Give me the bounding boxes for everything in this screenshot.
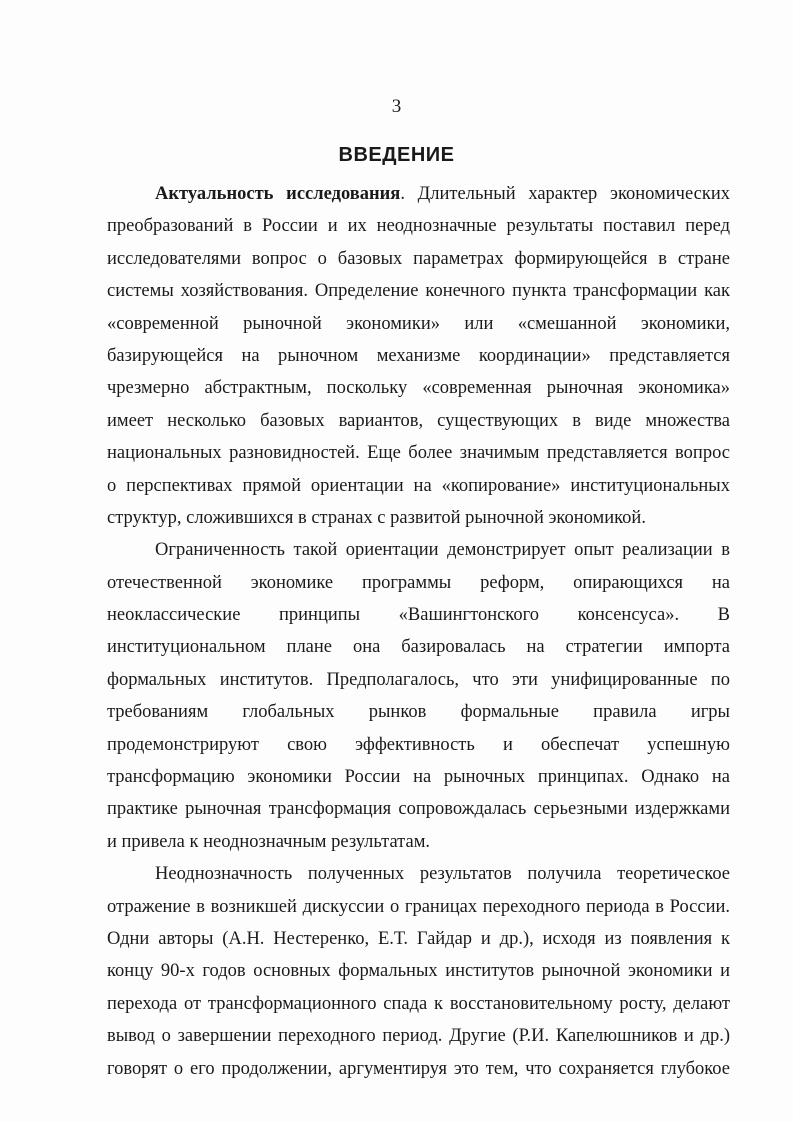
- paragraph-ambiguity: [107, 858, 730, 1085]
- body-text: [107, 178, 730, 1085]
- text-line: неоклассические принципы «Вашингтонского консенсуса». В: [107, 605, 730, 626]
- text-line: структур, сложившихся в странах с развитой рыночной экономикой.: [107, 507, 646, 528]
- text-line: трансформацию экономики России на рыночных принципах. Однако на: [107, 767, 730, 788]
- section-heading: ВВЕДЕНИЕ: [338, 144, 455, 166]
- text-line: перехода от трансформационного спада к восстановительному росту, делают: [107, 993, 730, 1014]
- text-line: требованиям глобальных рынков формальные правила игры: [107, 702, 730, 723]
- text-line: «современной рыночной экономики» или «смешанной экономики,: [107, 313, 730, 334]
- text-line: Одни авторы (А.Н. Нестеренко, Е.Т. Гайдар и др.), исходя из появления к: [107, 928, 730, 949]
- text-line: системы хозяйствования. Определение конечного пункта трансформации как: [107, 281, 730, 302]
- text-line: институциональном плане она базировалась на стратегии импорта: [107, 637, 730, 658]
- text-line: вывод о завершении переходного период. Другие (Р.И. Капелюшников и др.): [107, 1026, 730, 1047]
- paragraph-relevance: [107, 178, 730, 534]
- text-line: Ограниченность такой ориентации демонстрирует опыт реализации в: [155, 540, 730, 561]
- relevance-lead: Актуальность исследования: [155, 184, 401, 204]
- text-line: говорят о его продолжении, аргументируя это тем, что сохраняется глубокое: [107, 1058, 730, 1079]
- text-line: и привела к неоднозначным результатам.: [107, 831, 431, 852]
- text-line: базирующейся на рыночном механизме координации» представляется: [107, 345, 730, 366]
- text-line: продемонстрируют свою эффективность и обеспечат успешную: [107, 734, 730, 755]
- text-line: концу 90-х годов основных формальных институтов рыночной экономики и: [107, 961, 730, 982]
- text-line: формальных институтов. Предполагалось, что эти унифицированные по: [107, 669, 730, 690]
- text-line: национальных разновидностей. Еще более значимым представляется вопрос: [107, 443, 730, 464]
- text-line: преобразований в России и их неоднозначные результаты поставил перед: [107, 216, 730, 237]
- text-line: отражение в возникшей дискуссии о границах переходного периода в России.: [107, 896, 730, 917]
- page-number: 3: [391, 96, 402, 117]
- text-line: Неоднозначность полученных результатов получила теоретическое: [155, 864, 730, 885]
- text-line: отечественной экономике программы реформ, опирающихся на: [107, 572, 730, 593]
- text-line: о перспективах прямой ориентации на «копирование» институциональных: [107, 475, 730, 496]
- text-line: имеет несколько базовых вариантов, существующих в виде множества: [107, 410, 730, 431]
- text-line: исследователями вопрос о базовых параметрах формирующейся в стране: [107, 248, 730, 269]
- text-line: практике рыночная трансформация сопровождалась серьезными издержками: [107, 799, 730, 820]
- paragraph-limitation: [107, 534, 730, 858]
- text-line: Актуальность исследования. Длительный характер экономических: [155, 184, 731, 204]
- text-line: чрезмерно абстрактным, поскольку «современная рыночная экономика»: [107, 378, 730, 399]
